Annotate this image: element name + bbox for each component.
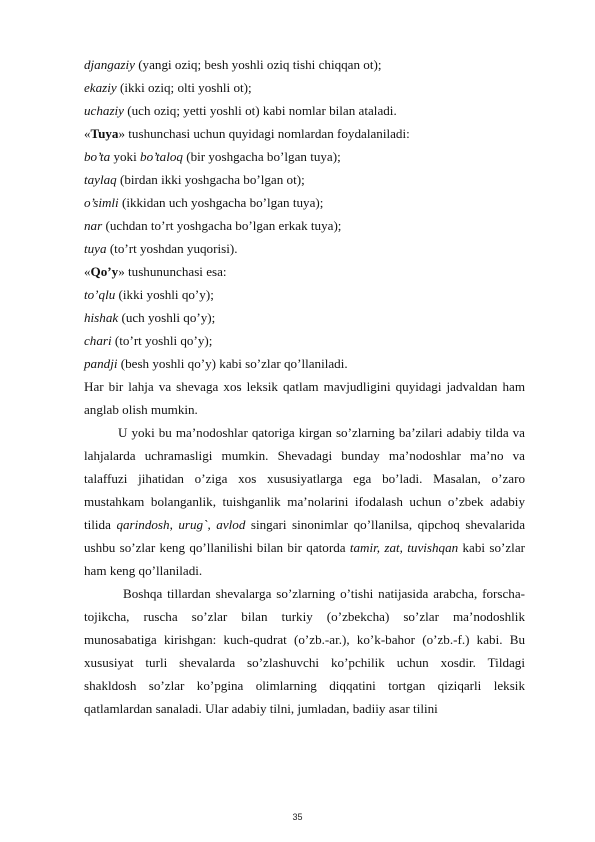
list-item <box>84 80 525 96</box>
list-item: bo’ta yoki bo’taloq (bir yoshgacha bo’lgan tuya); <box>84 149 341 164</box>
list-item <box>84 218 525 234</box>
list-item <box>84 356 525 372</box>
term: tuya <box>84 241 107 256</box>
list-item <box>84 195 525 211</box>
list-item <box>84 287 525 303</box>
term: bo’ta <box>84 149 111 164</box>
term: pandji <box>84 356 118 371</box>
list-item <box>84 57 525 73</box>
definition: (ikki oziq; olti yoshli ot); <box>116 80 252 95</box>
paragraph-line: Har bir lahja va shevaga xos leksik qatlam mavjudligini quyidagi jadvaldan ham <box>84 379 525 394</box>
definition: (bir yoshgacha bo’lgan tuya); <box>182 149 341 164</box>
term: nar <box>84 218 103 233</box>
definition: (to’rt yoshdan yuqorisi). <box>106 241 238 256</box>
paragraph-line: anglab olish mumkin. <box>84 402 198 417</box>
definition: (birdan ikki yoshgacha bo’lgan ot); <box>116 172 305 187</box>
definition: (uchdan to’rt yoshgacha bo’lgan erkak tuya); <box>102 218 342 233</box>
italic-terms: tamir, zat, tuvishqan <box>349 540 459 555</box>
paragraph-line: tojikcha, ruscha so’zlar bilan turkiy (o’zbekcha) so’zlar ma’nodoshlik <box>84 609 525 624</box>
term: chari <box>84 333 112 348</box>
paragraph-line: ushbu so’zlar keng qo’llanilishi bilan bir qatorda tamir, zat, tuvishqan kabi so’zlar <box>84 540 525 555</box>
list-item <box>84 310 525 326</box>
qoy-intro: «Qo’y» tushununchasi esa: <box>84 264 227 279</box>
term: o’simli <box>84 195 119 210</box>
definition: (besh yoshli qo’y) kabi so’zlar qo’llaniladi. <box>117 356 348 371</box>
definition: (yangi oziq; besh yoshli oziq tishi chiqqan ot); <box>134 57 382 72</box>
paragraph-line: ham keng qo’llaniladi. <box>84 563 203 578</box>
definition: (uch yoshli qo’y); <box>118 310 216 325</box>
paragraph-line: munosabatiga kirishgan: kuch-qudrat (o’zb.-ar.), ko’k-bahor (o’zb.-f.) kabi. Bu <box>84 632 525 647</box>
paragraph-line: U yoki bu ma’nodoshlar qatoriga kirgan so’zlarning ba’zilari adabiy tilda va <box>118 425 525 440</box>
tuya-intro: «Tuya» tushunchasi uchun quyidagi nomlardan foydalaniladi: <box>84 126 410 141</box>
paragraph-line: talaffuzi jihatidan o’ziga xos xususiyatlarga ega bo’ladi. Masalan, o’zaro <box>84 471 525 486</box>
keyword: Tuya <box>90 126 119 141</box>
paragraph-line: Boshqa tillardan shevalarga so’zlarning o’tishi natijasida arabcha, forscha- <box>123 586 525 601</box>
italic-terms: qarindosh, urug`, avlod <box>116 517 246 532</box>
term: taylaq <box>84 172 117 187</box>
term: bo’taloq <box>140 149 183 164</box>
paragraph-line: mustahkam bolanganlik, tuishganlik ma’nolarini ifodalash uchun o’zbek adabiy <box>84 494 525 509</box>
term: djangaziy <box>84 57 135 72</box>
term: ekaziy <box>84 80 117 95</box>
list-item <box>84 241 525 257</box>
definition: (uch oziq; yetti yoshli ot) kabi nomlar bilan ataladi. <box>124 103 397 118</box>
paragraph-line: lahjalarda uchramasligi mumkin. Shevadagi bunday ma’nodoshlar ma’no va <box>84 448 525 463</box>
paragraph-line: tilida qarindosh, urug`, avlod singari sinonimlar qo’llanilsa, qipchoq shevalarida <box>84 517 526 532</box>
definition: (ikki yoshli qo’y); <box>115 287 214 302</box>
definition: (to’rt yoshli qo’y); <box>111 333 213 348</box>
list-item <box>84 103 525 119</box>
page-number: 35 <box>292 812 303 822</box>
paragraph-line: qatlamlardan sanaladi. Ular adabiy tilni, jumladan, badiiy asar tilini <box>84 701 438 716</box>
term: hishak <box>84 310 119 325</box>
list-item <box>84 333 525 349</box>
term: uchaziy <box>84 103 124 118</box>
paragraph-line: xususiyat turli shevalarda so’zlashuvchi ko’pchilik uchun xosdir. Tildagi <box>84 655 525 670</box>
paragraph-line: shakldosh so’zlar ko’pgina olimlarning diqqatini tortgan qiziqarli leksik <box>84 678 525 693</box>
term: to’qlu <box>84 287 116 302</box>
keyword: Qo’y <box>90 264 119 279</box>
list-item <box>84 172 525 188</box>
definition: (ikkidan uch yoshgacha bo’lgan tuya); <box>118 195 324 210</box>
